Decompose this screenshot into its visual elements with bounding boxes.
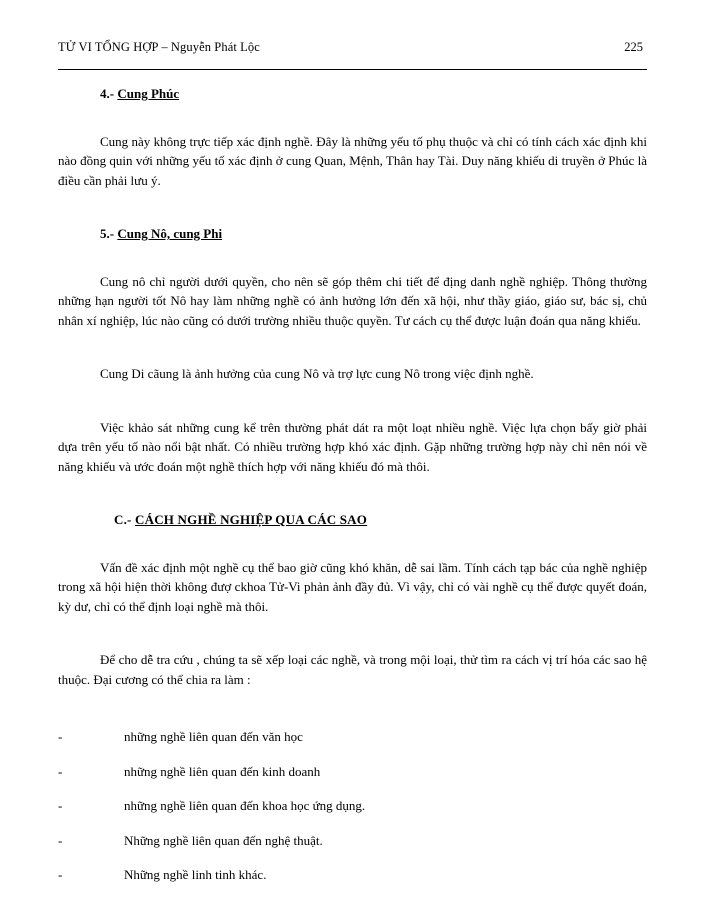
- list-item-label: Những nghề liên quan đến nghệ thuật.: [124, 832, 323, 848]
- section-4-paragraph: Cung này không trực tiếp xác định nghề. Đây là những yếu tố phụ thuộc và chỉ có tính cách xác định khi nào đồng quin với những yếu tố xác định ở cung Quan, Mệnh, Thân hay Tài. Duy năng khiếu di truyền ở Phúc là điều cần phải lưu ý.: [58, 133, 647, 188]
- list-item: [58, 831, 647, 851]
- section-5-title: Cung Nô, cung Phi: [117, 226, 223, 241]
- list-item-label: Những nghề linh tinh khác.: [124, 867, 267, 882]
- list-item: [58, 762, 647, 782]
- section-c-title: CÁCH NGHỀ NGHIỆP QUA CÁC SAO: [135, 512, 368, 527]
- section-5-number: 5.-: [100, 226, 118, 241]
- document-content: [58, 84, 647, 885]
- list-item: [58, 796, 647, 816]
- list-item-dash: -: [58, 729, 63, 744]
- section-4-heading: [58, 84, 647, 104]
- list-item-label: những nghề liên quan đến khoa học ứng dụng.: [124, 798, 366, 813]
- list-item-dash: -: [58, 832, 63, 848]
- nghe-list: [58, 727, 647, 885]
- section-c-heading: [58, 510, 647, 530]
- list-item-label: những nghề liên quan đến văn học: [124, 729, 303, 744]
- list-item: [58, 865, 647, 885]
- header-title: TỬ VI TỔNG HỢP – Nguyễn Phát Lộc: [58, 40, 260, 54]
- header-divider: [58, 69, 647, 70]
- section-4-title: Cung Phúc: [117, 86, 180, 101]
- section-5-heading: [58, 224, 647, 244]
- section-5-paragraph-1: Cung nô chỉ người dưới quyền, cho nên sẽ góp thêm chi tiết để địng danh nghề nghiệp. Thông thường những hạn người tốt Nô hay làm những nghề có ảnh hưởng lớn đến xã hội, như thầy giáo, giáo sư, bác sị, chủ nhân xí nghiệp, lúc nào cũng có dưới trường nhiều thuộc quyền. Tư cách cụ thể được luận đoán qua năng khiếu.: [58, 273, 647, 328]
- page-header: [58, 40, 647, 57]
- header-page-number: 225: [624, 40, 643, 54]
- section-4-number: 4.-: [100, 86, 118, 101]
- list-item: [58, 727, 647, 747]
- list-item-dash: -: [58, 763, 63, 779]
- section-c-number: C.-: [114, 512, 136, 527]
- section-c-paragraph-2: Để cho dễ tra cứu , chúng ta sẽ xếp loại các nghề, và trong mội loại, thử tìm ra cách vị trí hóa các sao hệ thuộc. Đại cương có thể chia ra làm :: [58, 652, 647, 687]
- list-item-dash: -: [58, 798, 63, 813]
- list-item-dash: -: [58, 867, 63, 882]
- section-c-paragraph-1: Vấn đề xác định một nghề cụ thể bao giờ cũng khó khăn, dễ sai lầm. Tính cách tạp bác của nghề nghiệp trong xã hội hiện thời không đượ ckhoa Tử-Vi phản ảnh đầy đủ. Vì vậy, chỉ có vài nghề cụ thể được quyết đoán, kỳ dư, chỉ có thể định loại nghề mà thôi.: [58, 559, 647, 614]
- section-5-paragraph-3: Việc khảo sát những cung kể trên thường phát dát ra một loạt nhiều nghề. Việc lựa chọn bấy giờ phải dựa trên yếu tố nào nổi bật nhất. Có nhiều trường hợp khó xác định. Gặp những trường hợp này chỉ nên nói về năng khiếu và ước đoán một nghề thích hợp với năng khiếu đó mà thôi.: [58, 419, 647, 474]
- section-5-paragraph-2: Cung Di cãung là ảnh hưởng của cung Nô và trợ lực cung Nô trong việc định nghề.: [100, 366, 534, 381]
- list-item-label: những nghề liên quan đến kinh doanh: [124, 763, 321, 779]
